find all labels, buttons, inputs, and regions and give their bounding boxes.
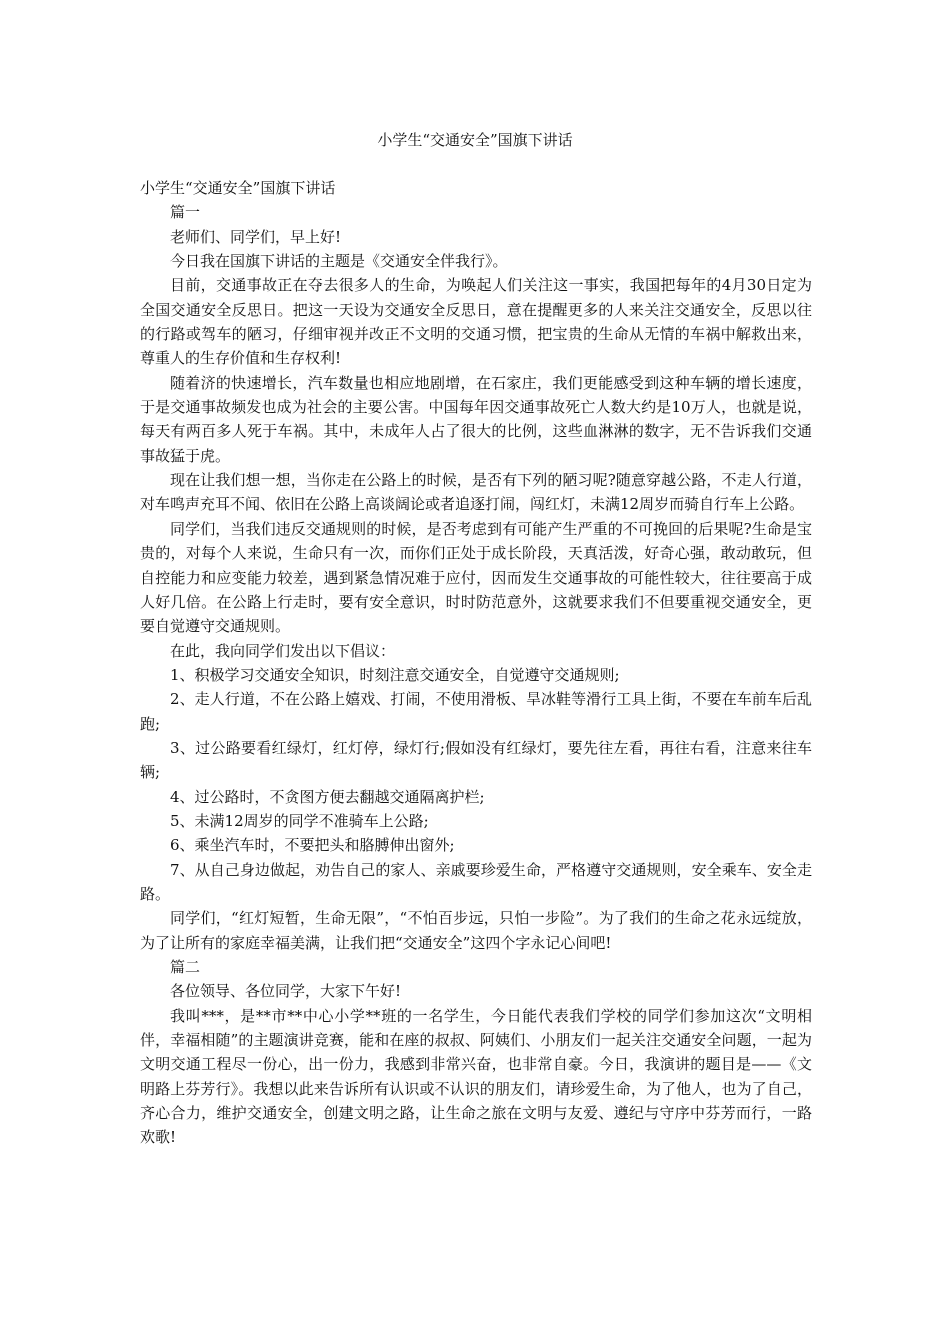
paragraph: 我叫***，是**市**中心小学**班的一名学生，今日能代表我们学校的同学们参加这次“文明相伴，幸福相随”的主题演讲竞赛，能和在座的叔叔、阿姨们、小朋友们一起关注交通安全问题，一起为文明交通工程尽一份心，出一份力，我感到非常兴奋，也非常自豪。今日，我演讲的题目是——《文明路上芬芳行》。我想以此来告诉所有认识或不认识的朋友们，请珍爱生命，为了他人，也为了自己，齐心合力，维护交通安全，创建文明之路，让生命之旅在文明与友爱、遵纪与守序中芬芳而行，一路欢歌! — [140, 1006, 812, 1147]
list-item: 2、走人行道，不在公路上嬉戏、打闹，不使用滑板、旱冰鞋等滑行工具上街，不要在车前车后乱跑; — [140, 690, 812, 733]
paragraph: 随着济的快速增长，汽车数量也相应地剧增，在石家庄，我们更能感受到这种车辆的增长速度，于是交通事故频发也成为社会的主要公害。中国每年因交通事故死亡人数大约是10万人，也就是说，每天有两百多人死于车祸。其中，未成年人占了很大的比例，这些血淋淋的数字，无不告诉我们交通事故猛于虎。 — [140, 373, 812, 465]
list-item: 4、过公路时，不贪图方便去翻越交通隔离护栏; — [170, 787, 485, 806]
document-heading: 小学生“交通安全”国旗下讲话 — [140, 179, 336, 197]
list-item: 7、从自己身边做起，劝告自己的家人、亲戚要珍爱生命，严格遵守交通规则，安全乘车、安全走路。 — [140, 860, 812, 903]
document-title: 小学生“交通安全”国旗下讲话 — [377, 131, 573, 149]
paragraph: 同学们，“红灯短暂，生命无限”，“不怕百步远，只怕一步险”。为了我们的生命之花永远绽放，为了让所有的家庭幸福美满，让我们把“交通安全”这四个字永记心间吧! — [140, 909, 812, 952]
list-item: 6、乘坐汽车时，不要把头和胳膊伸出窗外; — [170, 836, 455, 855]
document-body — [140, 176, 812, 1150]
paragraph: 各位领导、各位同学，大家下午好! — [170, 982, 402, 1001]
paragraph: 在此，我向同学们发出以下倡议： — [170, 641, 396, 660]
paragraph: 目前，交通事故正在夺去很多人的生命，为唤起人们关注这一事实，我国把每年的4月30日定为全国交通安全反思日。把这一天设为交通安全反思日，意在提醒更多的人来关注交通安全，反思以往的行路或驾车的陋习，仔细审视并改正不文明的交通习惯，把宝贵的生命从无情的车祸中解救出来，尊重人的生存价值和生存权利! — [140, 276, 812, 368]
paragraph: 今日我在国旗下讲话的主题是《交通安全伴我行》。 — [170, 252, 508, 271]
list-item: 3、过公路要看红绿灯，红灯停，绿灯行;假如没有红绿灯，要先往左看，再往右看，注意来往车辆; — [140, 738, 812, 782]
list-item: 5、未满12周岁的同学不准骑车上公路; — [170, 811, 429, 830]
paragraph: 老师们、同学们，早上好! — [170, 227, 342, 246]
section-label-part-one: 篇一 — [170, 203, 201, 222]
section-label-part-two: 篇二 — [170, 958, 201, 976]
paragraph: 同学们，当我们违反交通规则的时候，是否考虑到有可能产生严重的不可挽回的后果呢?生命是宝贵的，对每个人来说，生命只有一次，而你们正处于成长阶段，天真活泼，好奇心强，敢动敢玩，但自控能力和应变能力较差，遇到紧急情况难于应付，因而发生交通事故的可能性较大，往往要高于成人好几倍。在公路上行走时，要有安全意识，时时防范意外，这就要求我们不但要重视交通安全，更要自觉遵守交通规则。 — [140, 519, 812, 636]
list-item: 1、积极学习交通安全知识，时刻注意交通安全，自觉遵守交通规则; — [170, 665, 620, 684]
paragraph: 现在让我们想一想，当你走在公路上的时候，是否有下列的陋习呢?随意穿越公路，不走人行道，对车鸣声充耳不闻、依旧在公路上高谈阔论或者追逐打闹，闯红灯，未满12周岁而骑自行车上公路。 — [140, 471, 812, 514]
